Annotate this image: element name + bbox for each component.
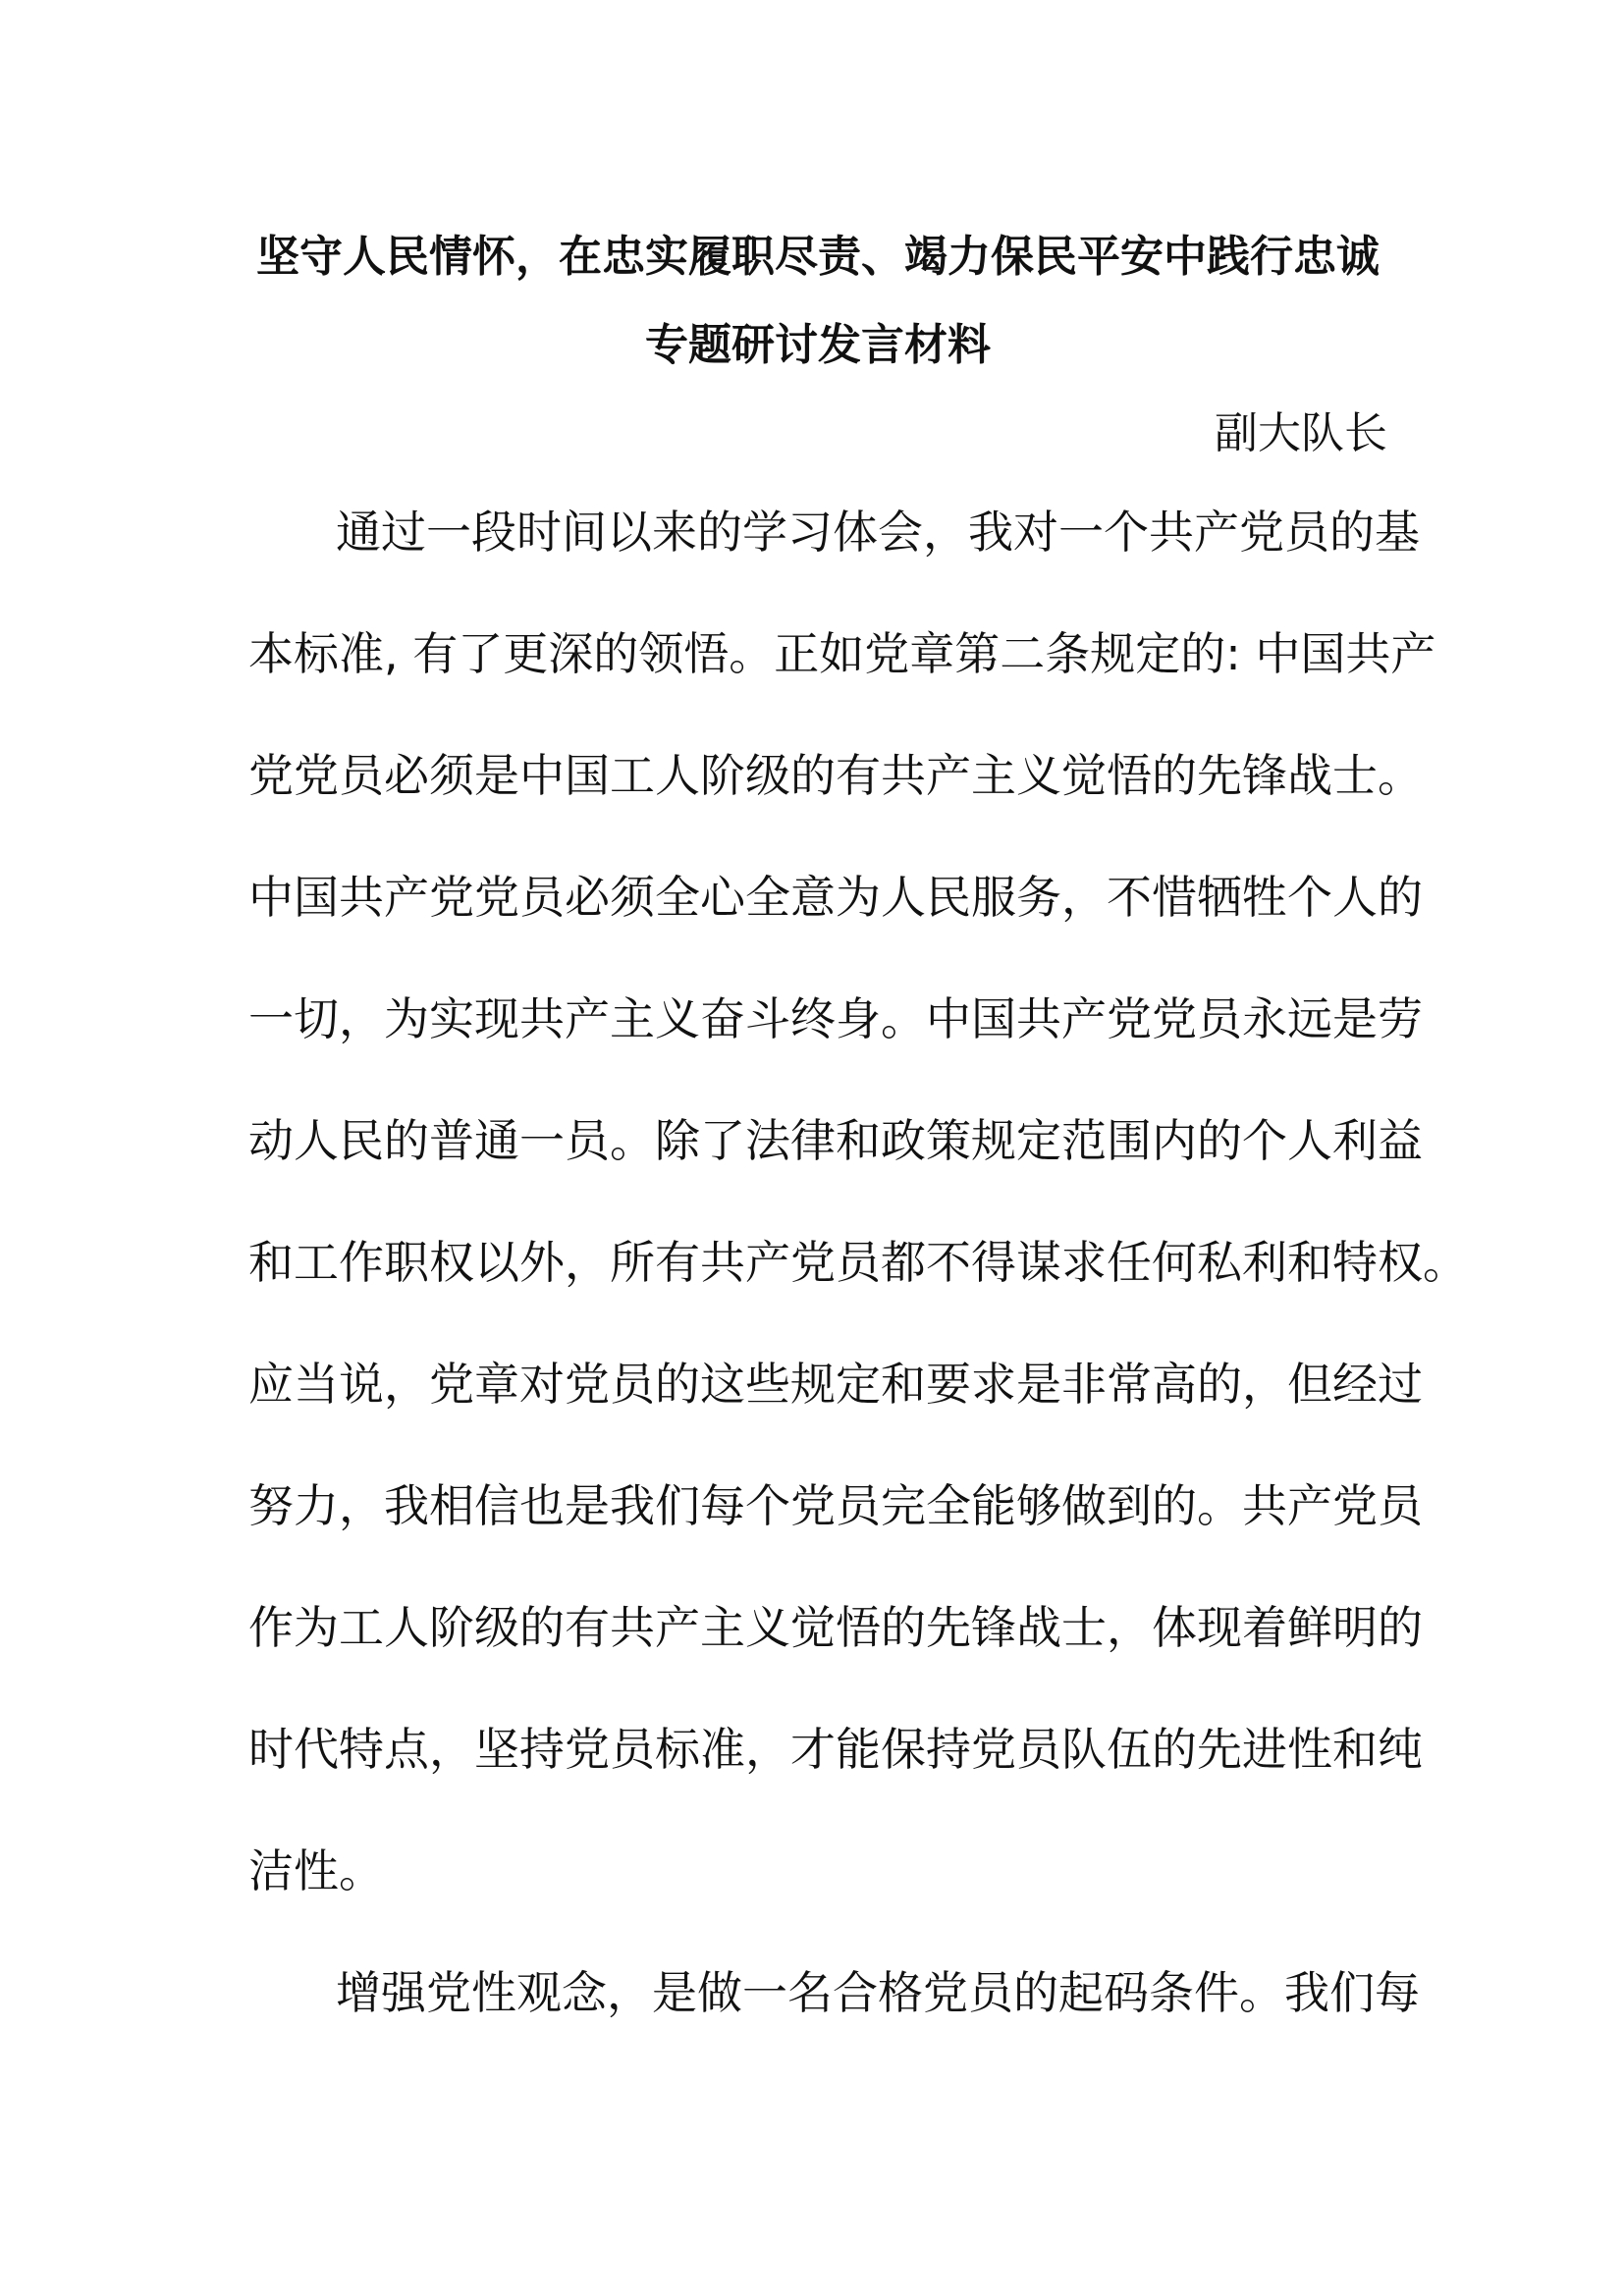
paragraph-1-line-11: 时代特点，坚持党员标准，才能保持党员队伍的先进性和纯 [248, 1723, 1423, 1776]
paragraph-1-line-2: 本标准, 有了更深的领悟。正如党章第二条规定的: 中国共产 [248, 627, 1436, 680]
paragraph-1-line-10: 作为工人阶级的有共产主义觉悟的先锋战士，体现着鲜明的 [248, 1601, 1423, 1654]
paragraph-2-line-1: 增强党性观念，是做一名合格党员的起码条件。我们每 [336, 1966, 1420, 2019]
paragraph-1-line-9: 努力，我相信也是我们每个党员完全能够做到的。共产党员 [248, 1479, 1423, 1532]
paragraph-1-line-8: 应当说，党章对党员的这些规定和要求是非常高的，但经过 [248, 1358, 1423, 1411]
author-position: 副大队长 [1215, 408, 1387, 458]
document-title-line-2: 专题研讨发言材料 [645, 320, 991, 370]
paragraph-1-line-5: 一切，为实现共产主义奋斗终身。中国共产党党员永远是劳 [248, 992, 1423, 1045]
paragraph-1-line-12: 洁性。 [248, 1844, 384, 1897]
paragraph-1-line-3: 党党员必须是中国工人阶级的有共产主义觉悟的先锋战士。 [248, 749, 1423, 802]
document-title-line-1: 坚守人民情怀，在忠实履职尽责、竭力保民平安中践行忠诚 [256, 232, 1380, 282]
paragraph-1-line-1: 通过一段时间以来的学习体会，我对一个共产党员的基 [336, 506, 1420, 559]
paragraph-1-line-6: 动人民的普通一员。除了法律和政策规定范围内的个人利益 [248, 1114, 1423, 1167]
paragraph-1-line-7: 和工作职权以外，所有共产党员都不得谋求任何私利和特权。 [248, 1236, 1468, 1289]
paragraph-1-line-4: 中国共产党党员必须全心全意为人民服务，不惜牺牲个人的 [248, 871, 1423, 924]
